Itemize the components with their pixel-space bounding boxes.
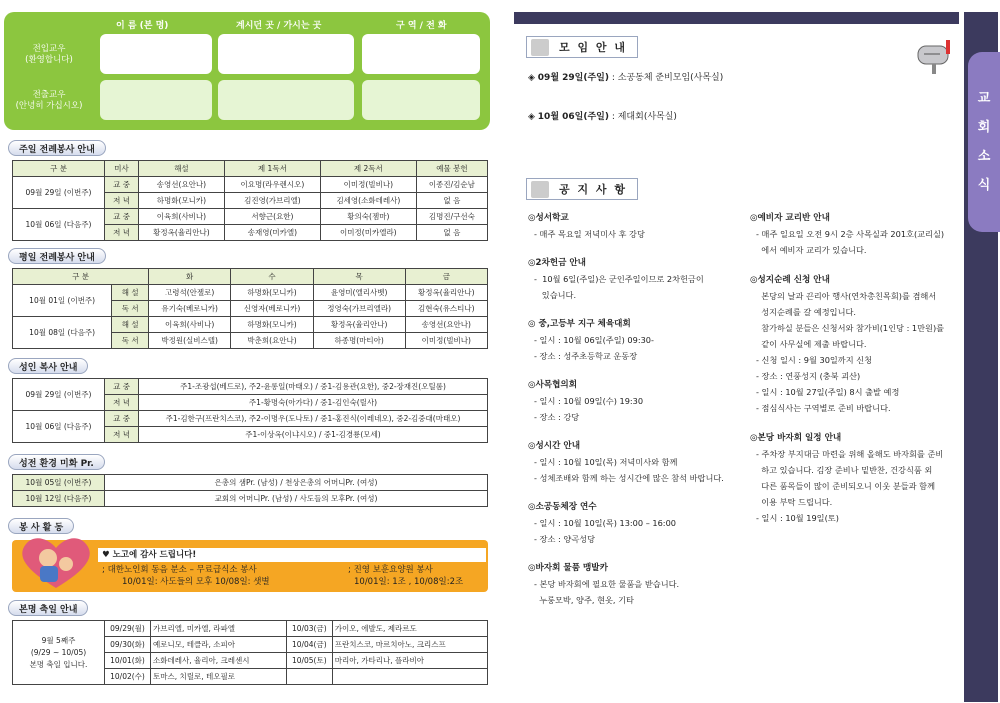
sunday-header: 예물 봉헌 <box>416 161 487 177</box>
cell: 없 음 <box>416 193 487 209</box>
sunday-header: 제 2독서 <box>320 161 416 177</box>
cell: 주1-이상옥(이냐시오) / 중1-김경룡(모세) <box>139 427 488 443</box>
cell: 독 서 <box>112 333 149 349</box>
table-row <box>13 317 488 333</box>
volunteer-thanks: ♥ 노고에 감사 드립니다! <box>98 548 486 562</box>
meeting-text: : 소공동체 준비모임(사목실) <box>608 73 724 83</box>
row-date: 09월 29일 (이번주) <box>13 177 105 209</box>
cell: 저 녁 <box>105 225 139 241</box>
side-char: 교 <box>977 91 991 106</box>
meeting-text: : 제대회(사목실) <box>608 112 677 122</box>
adult-table <box>12 378 488 443</box>
cell: 저 녁 <box>105 427 139 443</box>
table-row <box>13 177 488 193</box>
cell: 주1-김한구(프란치스코), 주2-이명우(도나토) / 중1-홍진식(이레네오), 중2-김중대(마태오) <box>139 411 488 427</box>
cell: 박춘희(요안나) <box>231 333 313 349</box>
notice-item-line: 성지순례를 갈 예정입니다. <box>756 307 857 317</box>
greeting-box <box>4 12 490 130</box>
cell: 저 녁 <box>105 193 139 209</box>
greeting-cell <box>362 34 480 74</box>
sunday-header: 해설 <box>139 161 225 177</box>
notice-item-line: - 장소 : 양곡성당 <box>534 534 595 544</box>
notice-item-line: 참가하실 분들은 신청서와 참가비(1인당 : 1만원)를 <box>756 323 945 333</box>
cell: 송재영(미카엘) <box>224 225 320 241</box>
cell: 이육희(사비나) <box>139 209 225 225</box>
greeting-cell <box>218 34 354 74</box>
table-row <box>13 621 488 637</box>
sunday-table <box>12 160 488 241</box>
table-row <box>13 285 488 301</box>
greeting-header-zone: 구 역 / 전 화 <box>396 21 447 31</box>
row-date: 09월 29일 (이번주) <box>13 379 105 411</box>
notice-item-line: - 매주 일요일 오전 9시 2층 사목실과 201호(교리실) <box>756 229 945 239</box>
row-date: 10월 06일 (다음주) <box>13 209 105 241</box>
cell: 10/02(수) <box>105 669 151 685</box>
sunday-header: 제 1독서 <box>224 161 320 177</box>
cell: 10/05(토) <box>286 653 332 669</box>
feast-table <box>12 620 488 685</box>
environment-table <box>12 474 488 507</box>
cell: 이육희(사비나) <box>149 317 231 333</box>
side-char: 회 <box>977 120 991 135</box>
greeting-header-place: 계시던 곳 / 가시는 곳 <box>236 21 322 31</box>
cell: 하명화(모니카) <box>231 285 313 301</box>
cell: 10/03(금) <box>286 621 332 637</box>
notice-item <box>528 438 748 486</box>
notice-item <box>528 560 748 608</box>
side-label <box>972 84 996 200</box>
notice-item-title: ◎2차헌금 안내 <box>528 258 586 268</box>
volunteer-left-line: ; 대한노인회 동음 분소 – 무료급식소 봉사 <box>102 565 257 575</box>
notice-item-line: - 주차장 부지대금 마련을 위해 올해도 바자회를 준비 <box>756 449 944 459</box>
row-date: 10월 08일 (다음주) <box>13 317 112 349</box>
bullet: ◈ <box>528 112 535 122</box>
cell: 소화데레사, 율리아, 크레센시 <box>151 653 287 669</box>
cell: 김명진/구선숙 <box>416 209 487 225</box>
notice-item-title: ◎성시간 안내 <box>528 441 580 451</box>
volunteer-content <box>98 548 486 588</box>
greeting-cell <box>100 80 212 120</box>
cell: 하명화(모니카) <box>139 193 225 209</box>
cell: 저 녁 <box>105 395 139 411</box>
greeting-row-in: 전입교우 (환영합니다) <box>25 43 73 65</box>
notice-item-line: - 성체조배와 함께 하는 성시간에 많은 참석 바랍니다. <box>534 473 724 483</box>
notice-item-line: - 신청 일시 : 9월 30일까지 신청 <box>756 355 873 365</box>
left-page <box>4 12 490 700</box>
bullet: ◈ <box>528 73 535 83</box>
weekday-header: 수 <box>231 269 313 285</box>
cell: 예로니모, 테클라, 소피아 <box>151 637 287 653</box>
notice-item <box>528 499 748 547</box>
cell <box>286 669 332 685</box>
weekday-header: 화 <box>149 269 231 285</box>
cell: 신영자(베로니카) <box>231 301 313 317</box>
cell: 송영선(요안나) <box>139 177 225 193</box>
cell: 은총의 샘Pr. (남성) / 천상은총의 어머니Pr. (여성) <box>105 475 488 491</box>
notice-item-line: - 일시 : 10월 09일(수) 19:30 <box>534 396 644 406</box>
table-row <box>13 411 488 427</box>
cell: 송영선(요안나) <box>405 317 487 333</box>
mailbox-icon <box>914 36 958 76</box>
notice-item-line: - 일시 : 10월 06일(주일) 09:30- <box>534 335 654 345</box>
cell: 10/04(금) <box>286 637 332 653</box>
notice-item <box>528 377 748 425</box>
praying-icon <box>531 181 549 198</box>
notice-item-line: - 본당 바자회에 필요한 물품을 받습니다. <box>534 579 680 589</box>
side-char: 식 <box>977 178 991 193</box>
cell: 황정옥(율리안나) <box>405 285 487 301</box>
cell: 09/30(화) <box>105 637 151 653</box>
notice-item-title: ◎성지순례 신청 안내 <box>750 275 830 285</box>
cell: 가브리엘, 미카엘, 라파엘 <box>151 621 287 637</box>
cell: 주1-조광섭(베드로), 주2-윤롱일(마태오) / 중1-김용관(요한), 중2-장재진(오틸롬) <box>139 379 488 395</box>
notice-item-title: ◎예비자 교리반 안내 <box>750 213 830 223</box>
cell: 하명화(모니카) <box>231 317 313 333</box>
greeting-header-name: 이 름 (본 명) <box>116 21 169 31</box>
volunteer-right-line: 10/01일: 1조 , 10/08일:2조 <box>354 577 464 587</box>
sunday-header: 미사 <box>105 161 139 177</box>
notice-item-title: ◎소공동체장 연수 <box>528 502 597 512</box>
volunteer-left <box>102 564 270 588</box>
meeting-title <box>526 36 638 58</box>
weekday-header: 구 분 <box>13 269 149 285</box>
cell <box>332 669 487 685</box>
cell: 마리아, 가타리나, 플라비아 <box>332 653 487 669</box>
notice-item-line: - 장소 : 연풍성지 (충북 괴산) <box>756 371 861 381</box>
sunday-header: 구 분 <box>13 161 105 177</box>
weekday-title: 평일 전례봉사 안내 <box>8 248 106 264</box>
meeting-item <box>528 70 723 83</box>
cell: 이종진/김순남 <box>416 177 487 193</box>
volunteer-left-line: 10/01일: 사도들의 모후 10/08일: 샛별 <box>122 577 270 587</box>
table-row <box>13 209 488 225</box>
weekday-table <box>12 268 488 349</box>
cell: 교 중 <box>105 411 139 427</box>
volunteer-title: 봉 사 활 동 <box>8 518 74 534</box>
cell: 토마스, 치릴로, 테오필로 <box>151 669 287 685</box>
cell: 10월 12일 (다음주) <box>13 491 105 507</box>
volunteer-right <box>348 564 463 588</box>
cell: 이미정(미카엘라) <box>320 225 416 241</box>
greeting-cell <box>100 34 212 74</box>
cell: 교 중 <box>105 379 139 395</box>
volunteer-box <box>12 540 488 592</box>
notice-item-line: - 일시 : 10월 10일(목) 13:00 – 16:00 <box>534 518 676 528</box>
meeting-date: 10월 06일(주일) <box>537 112 609 122</box>
cell: 해 설 <box>112 285 149 301</box>
cell: 김세영(소화데레사) <box>320 193 416 209</box>
adult-title: 성인 복사 안내 <box>8 358 88 374</box>
cell: 10/01(화) <box>105 653 151 669</box>
notice-item-title: ◎성서학교 <box>528 213 569 223</box>
notice-item-line: 하고 있습니다. 김장 준비나 밑반찬, 건강식품 외 <box>756 465 933 475</box>
notice-item-line: 본당의 날과 끈리아 행사(연차총친목회)를 겸해서 <box>756 291 937 301</box>
notice-right-column <box>750 210 964 540</box>
cell: 윤영미(엘리사벳) <box>313 285 405 301</box>
greeting-cell <box>362 80 480 120</box>
notice-item <box>528 210 748 242</box>
cell: 없 음 <box>416 225 487 241</box>
volunteer-right-line: ; 진영 보훈요양원 봉사 <box>348 565 433 575</box>
cell: 김진영(가브리엘) <box>224 193 320 209</box>
notice-item-line: - 일시 : 10월 19일(토) <box>756 513 839 523</box>
weekday-header: 금 <box>405 269 487 285</box>
notice-title-text: 공 지 사 항 <box>559 183 627 196</box>
meeting-date: 09월 29일(주일) <box>537 73 609 83</box>
feast-title: 본명 축일 안내 <box>8 600 88 616</box>
cell: 황정옥(율리안나) <box>139 225 225 241</box>
volunteer-image <box>16 534 96 592</box>
side-char: 소 <box>977 149 991 164</box>
notice-item-title: ◎ 중,고등부 지구 체육대회 <box>528 319 631 329</box>
notice-item-line: - 장소 : 강당 <box>534 412 580 422</box>
right-header-bar <box>514 12 959 24</box>
notice-item-line: 있습니다. <box>534 290 577 300</box>
row-date: 10월 01일 (이번주) <box>13 285 112 317</box>
environment-title: 성전 환경 미화 Pr. <box>8 454 105 470</box>
notice-title <box>526 178 638 200</box>
cell: 09/29(월) <box>105 621 151 637</box>
cell: 프란치스코, 마르치아노, 크리스프 <box>332 637 487 653</box>
cell: 하종명(마티아) <box>313 333 405 349</box>
right-page <box>514 12 1000 700</box>
notice-item-line: - 일시 : 10월 10일(목) 저녁미사와 함께 <box>534 457 678 467</box>
notice-item-line: 다른 품목들이 많이 준비되오니 이웃 분들과 함께 <box>756 481 936 491</box>
weekday-header: 목 <box>313 269 405 285</box>
cell: 해 설 <box>112 317 149 333</box>
table-row <box>13 475 488 491</box>
cell: 10월 05일 (이번주) <box>13 475 105 491</box>
notice-item-line: - 10월 6일(주일)은 군인주일이므로 2차헌금이 <box>534 274 704 284</box>
cell: 김현숙(유스티나) <box>405 301 487 317</box>
cell: 이미정(빌비나) <box>405 333 487 349</box>
cell: 서향근(요한) <box>224 209 320 225</box>
feast-label: 9월 5째주 (9/29 ~ 10/05) 본명 축일 입니다. <box>13 621 105 685</box>
cell: 황의숙(젬마) <box>320 209 416 225</box>
notice-item-line: - 일시 : 10월 27일(주일) 8시 출발 예정 <box>756 387 900 397</box>
notice-item-line: 이용 부탁 드립니다. <box>756 497 833 507</box>
cell: 이미정(빌비나) <box>320 177 416 193</box>
table-row <box>13 491 488 507</box>
notice-item-line: - 장소 : 성주초등학교 운동장 <box>534 351 638 361</box>
meeting-item <box>528 109 677 122</box>
praying-icon <box>531 39 549 56</box>
table-row <box>13 379 488 395</box>
cell: 가이오, 에발도, 제라르도 <box>332 621 487 637</box>
notice-item <box>750 272 964 416</box>
cell: 독 서 <box>112 301 149 317</box>
meeting-title-text: 모 임 안 내 <box>559 41 627 54</box>
cell: 정영숙(가브리엘라) <box>313 301 405 317</box>
notice-item-line: 에서 예비자 교리가 있습니다. <box>756 245 867 255</box>
notice-item-line: 누룽모박, 양주, 현옷, 기타 <box>534 595 634 605</box>
row-date: 10월 06일 (다음주) <box>13 411 105 443</box>
notice-item-title: ◎사목협의회 <box>528 380 578 390</box>
notice-left-column <box>528 210 748 621</box>
cell: 교 중 <box>105 177 139 193</box>
notice-item <box>528 316 748 364</box>
cell: 박정원(실비스텔) <box>149 333 231 349</box>
greeting-row-out: 전출교우 (안녕히 가십시오) <box>15 89 83 111</box>
notice-item-title: ◎본당 바자회 일정 안내 <box>750 433 842 443</box>
notice-item-line: - 매주 목요일 저녁미사 후 강당 <box>534 229 645 239</box>
greeting-cell <box>218 80 354 120</box>
notice-item-title: ◎바자회 물품 맹발카 <box>528 563 608 573</box>
notice-item <box>750 210 964 258</box>
cell: 유기숙(베로니카) <box>149 301 231 317</box>
cell: 교회의 어머니Pr. (남성) / 사도들의 모후Pr. (여성) <box>105 491 488 507</box>
notice-item <box>528 255 748 303</box>
cell: 황정옥(율리안나) <box>313 317 405 333</box>
cell: 교 중 <box>105 209 139 225</box>
cell: 주1-황명숙(아가다) / 중1-김인숙(릴사) <box>139 395 488 411</box>
notice-item <box>750 430 964 526</box>
notice-item-line: - 점심식사는 구역별로 준비 바랍니다. <box>756 403 891 413</box>
cell: 고령석(안젤로) <box>149 285 231 301</box>
notice-item-line: 같이 사무실에 제출 바랍니다. <box>756 339 867 349</box>
cell: 이요명(라우렌시오) <box>224 177 320 193</box>
sunday-title: 주일 전례봉사 안내 <box>8 140 106 156</box>
